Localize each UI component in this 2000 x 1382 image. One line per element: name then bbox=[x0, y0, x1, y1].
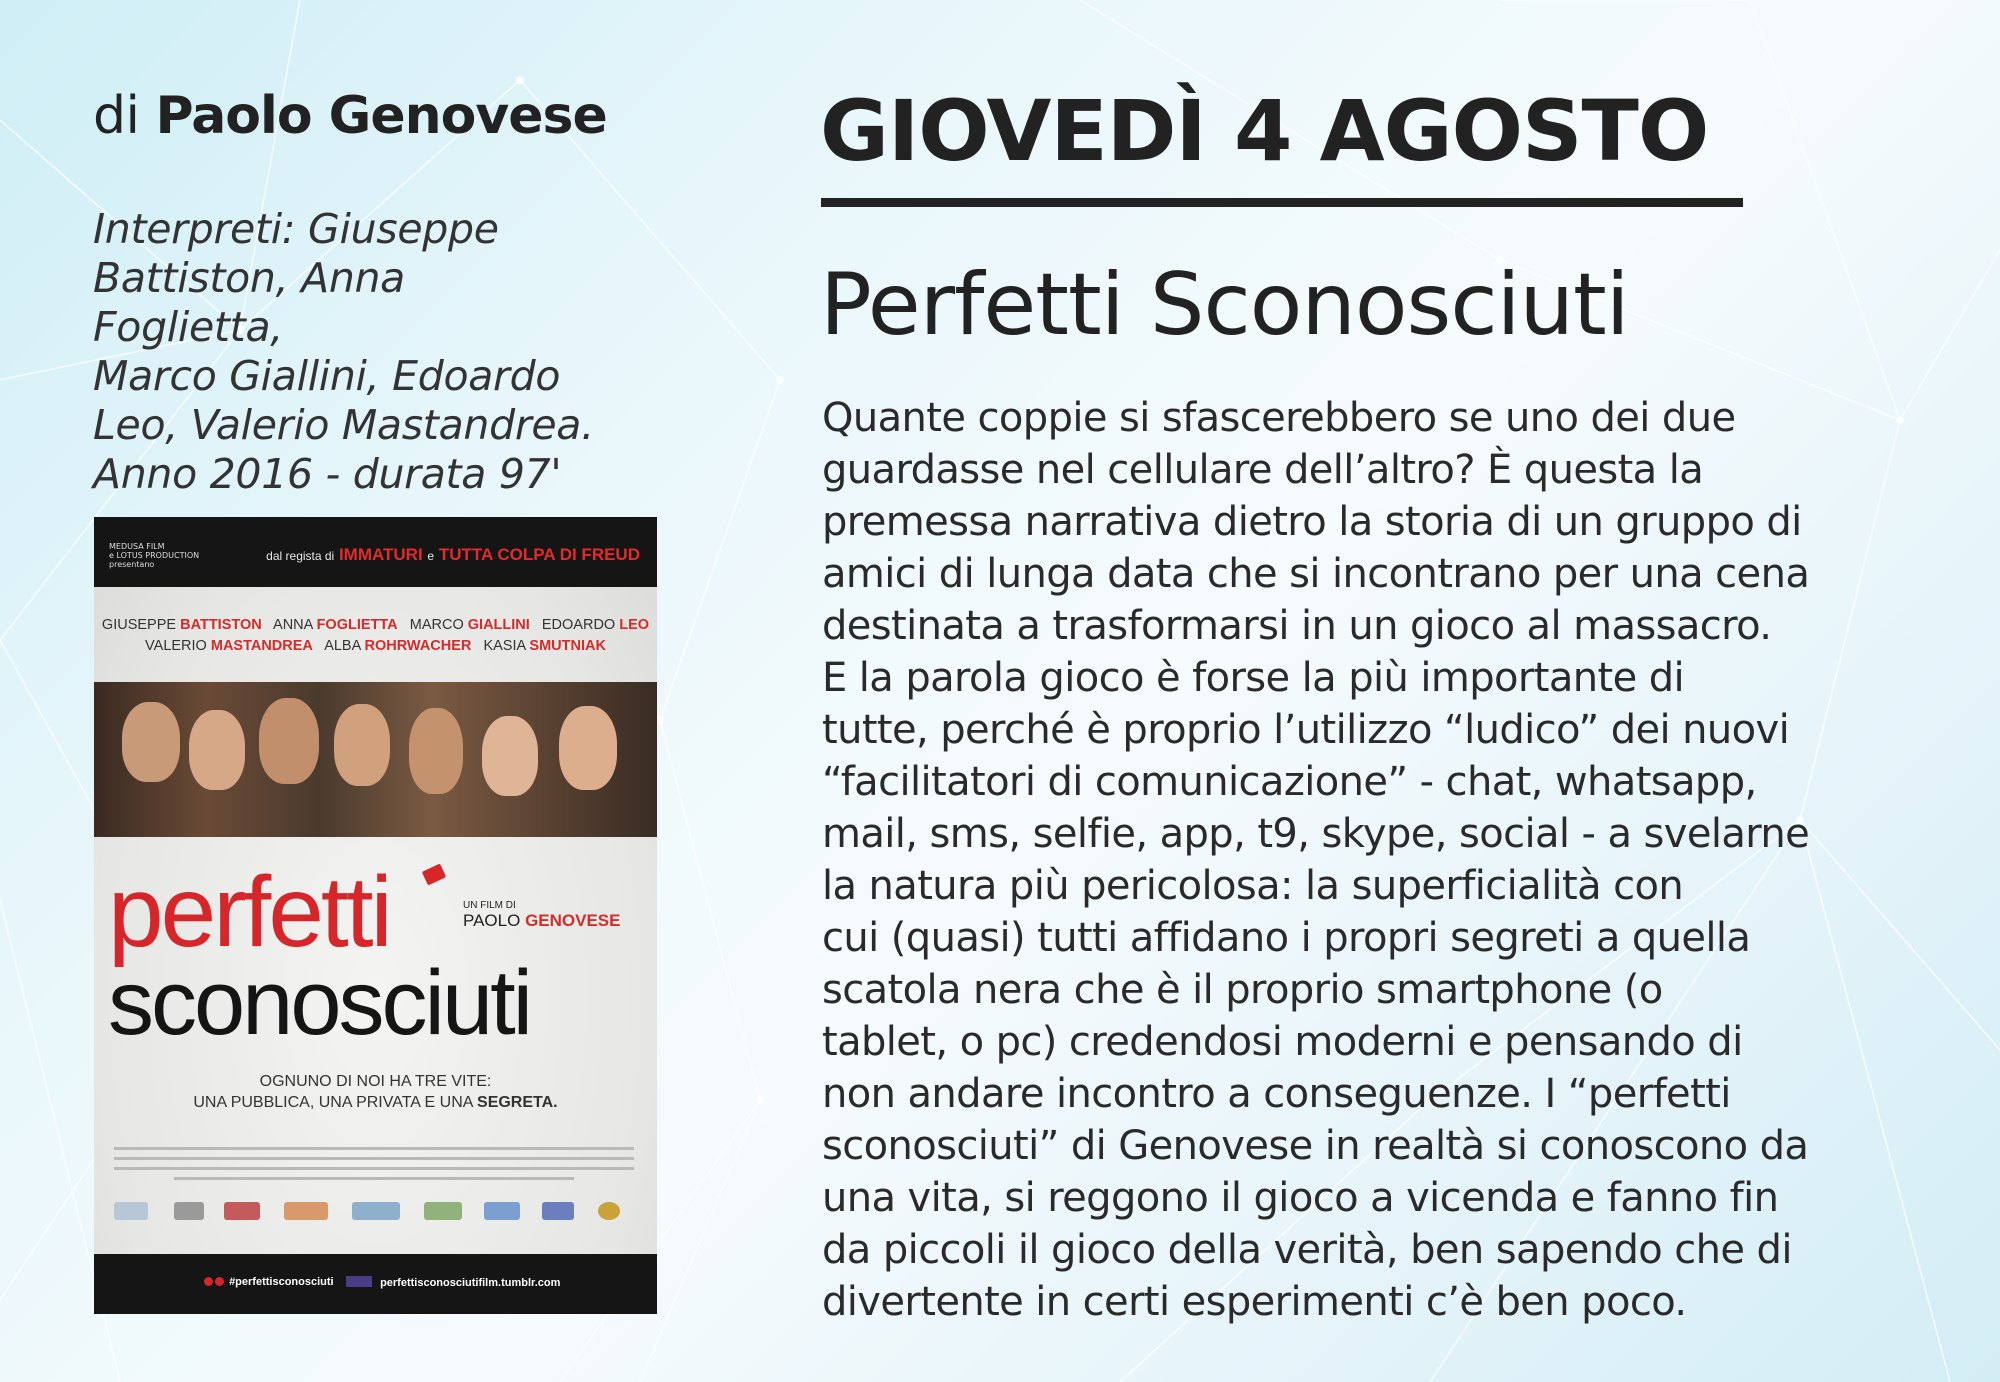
synopsis-line: “facilitatori di comunicazione” - chat, whatsapp, bbox=[822, 759, 1757, 805]
synopsis-line: premessa narrativa dietro la storia di un gruppo di bbox=[822, 499, 1802, 545]
poster-hashtag bbox=[204, 1276, 334, 1288]
actor-first: MARCO bbox=[409, 617, 464, 633]
sponsor-logo bbox=[174, 1202, 204, 1220]
poster-cast-row-1 bbox=[94, 617, 657, 633]
poster-director-credit bbox=[463, 900, 620, 931]
film-title: Perfetti Sconosciuti bbox=[820, 255, 1629, 355]
cast-info bbox=[93, 205, 603, 499]
movie-poster bbox=[94, 517, 657, 1314]
actor-last: ROHRWACHER bbox=[364, 638, 472, 654]
face bbox=[189, 710, 245, 790]
face bbox=[259, 698, 319, 784]
cast-line: Battiston, Anna Foglietta, bbox=[93, 254, 406, 351]
face bbox=[122, 702, 180, 782]
tumblr-icon bbox=[346, 1276, 372, 1287]
actor-last: SMUTNIAK bbox=[529, 638, 606, 654]
poster-title-badge bbox=[422, 863, 446, 885]
sponsor-logo bbox=[598, 1202, 620, 1220]
director-name: Paolo Genovese bbox=[155, 86, 607, 146]
synopsis-line: la natura più pericolosa: la superficialità con bbox=[822, 863, 1684, 909]
synopsis-line: E la parola gioco è forse la più importante di bbox=[822, 655, 1685, 701]
sponsor-logo bbox=[224, 1202, 260, 1220]
actor-last: GIALLINI bbox=[467, 617, 530, 633]
tagline-prefix: dal regista di bbox=[266, 549, 335, 563]
credits-block bbox=[114, 1157, 634, 1160]
synopsis-line: guardasse nel cellulare dell’altro? È questa la bbox=[822, 447, 1704, 493]
cast-line: Anno 2016 - durata 97' bbox=[93, 450, 562, 498]
face bbox=[409, 708, 463, 794]
sponsor-logo bbox=[484, 1202, 520, 1220]
synopsis-line: una vita, si reggono il gioco a vicenda e fanno fin bbox=[822, 1175, 1779, 1221]
hashtag-text: #perfettisconosciuti bbox=[229, 1276, 334, 1288]
divider-rule bbox=[821, 198, 1743, 207]
poster-director-first: PAOLO bbox=[463, 911, 521, 930]
studio-line: e LOTUS PRODUCTION bbox=[109, 551, 200, 560]
film-by-label: UN FILM DI bbox=[463, 900, 516, 911]
actor-first: KASIA bbox=[483, 638, 526, 654]
sponsor-logo bbox=[352, 1202, 400, 1220]
synopsis-line: da piccoli il gioco della verità, ben sapendo che di bbox=[822, 1227, 1792, 1273]
tagline-film2: TUTTA COLPA DI FREUD bbox=[438, 545, 640, 564]
event-date: GIOVEDÌ 4 AGOSTO bbox=[820, 82, 1709, 180]
poster-tumblr bbox=[346, 1276, 560, 1289]
director-credit bbox=[93, 86, 607, 146]
sponsor-logo bbox=[542, 1202, 574, 1220]
poster-slogan-line2 bbox=[94, 1094, 657, 1112]
poster-top-band bbox=[94, 517, 657, 587]
poster-cast-photo bbox=[94, 682, 657, 837]
poster-studio-credit bbox=[109, 542, 199, 569]
face bbox=[482, 716, 538, 796]
sponsor-logo bbox=[284, 1202, 328, 1220]
social-icon bbox=[215, 1277, 224, 1286]
actor-first: EDOARDO bbox=[541, 617, 616, 633]
cast-line: Leo, Valerio Mastandrea. bbox=[93, 401, 594, 449]
actor-first: GIUSEPPE bbox=[101, 617, 177, 633]
face bbox=[559, 706, 617, 790]
synopsis-line: Quante coppie si sfascerebbero se uno dei due bbox=[822, 395, 1736, 441]
poster-director-last: GENOVESE bbox=[525, 911, 621, 930]
credits-block bbox=[174, 1177, 574, 1180]
synopsis-line: tutte, perché è proprio l’utilizzo “ludico” dei nuovi bbox=[822, 707, 1790, 753]
actor-first: ANNA bbox=[273, 617, 313, 633]
studio-line: MEDUSA FILM bbox=[109, 542, 165, 551]
synopsis-line: tablet, o pc) credendosi moderni e pensando di bbox=[822, 1019, 1743, 1065]
actor-last: BATTISTON bbox=[180, 617, 262, 633]
poster-bottom-band bbox=[94, 1254, 657, 1314]
slogan-emphasis: SEGRETA. bbox=[477, 1094, 558, 1111]
actor-first: VALERIO bbox=[145, 638, 207, 654]
studio-line: presentano bbox=[109, 560, 155, 569]
synopsis-line: mail, sms, selfie, app, t9, skype, social - a svelarne bbox=[822, 811, 1810, 857]
face bbox=[334, 704, 390, 786]
actor-last: FOGLIETTA bbox=[316, 617, 398, 633]
credits-block bbox=[114, 1167, 634, 1170]
cast-line: Marco Giallini, Edoardo bbox=[93, 352, 561, 400]
director-prefix: di bbox=[93, 86, 140, 146]
synopsis-line: sconosciuti” di Genovese in realtà si conoscono da bbox=[822, 1123, 1809, 1169]
synopsis-line: cui (quasi) tutti affidano i propri segreti a quella bbox=[822, 915, 1751, 961]
tagline-and: e bbox=[427, 549, 435, 563]
synopsis bbox=[822, 392, 1882, 1328]
sponsor-logo bbox=[114, 1202, 148, 1220]
synopsis-line: destinata a trasformarsi in un gioco al massacro. bbox=[822, 603, 1772, 649]
actor-last: MASTANDREA bbox=[210, 638, 313, 654]
sponsor-logo bbox=[424, 1202, 462, 1220]
tumblr-text: perfettisconosciutifilm.tumblr.com bbox=[380, 1277, 561, 1289]
poster-cast-row-2 bbox=[94, 638, 657, 654]
actor-last: LEO bbox=[619, 617, 650, 633]
synopsis-line: scatola nera che è il proprio smartphone (o bbox=[822, 967, 1663, 1013]
poster-tagline bbox=[266, 545, 640, 565]
actor-first: ALBA bbox=[324, 638, 361, 654]
synopsis-line: amici di lunga data che si incontrano per una cena bbox=[822, 551, 1810, 597]
synopsis-line: divertente in certi esperimenti c’è ben poco. bbox=[822, 1279, 1687, 1325]
synopsis-line: non andare incontro a conseguenze. I “perfetti bbox=[822, 1071, 1731, 1117]
sponsor-logos bbox=[114, 1202, 639, 1228]
credits-block bbox=[114, 1147, 634, 1150]
poster-title-line1: perfetti bbox=[108, 856, 390, 968]
cast-line: Interpreti: Giuseppe bbox=[93, 205, 499, 253]
tagline-film1: IMMATURI bbox=[338, 545, 423, 564]
slogan-text: UNA PUBBLICA, UNA PRIVATA E UNA bbox=[193, 1094, 473, 1111]
poster-slogan-line1: OGNUNO DI NOI HA TRE VITE: bbox=[259, 1073, 492, 1090]
social-icon bbox=[204, 1277, 213, 1286]
poster-title-line2: sconosciuti bbox=[108, 952, 531, 1054]
